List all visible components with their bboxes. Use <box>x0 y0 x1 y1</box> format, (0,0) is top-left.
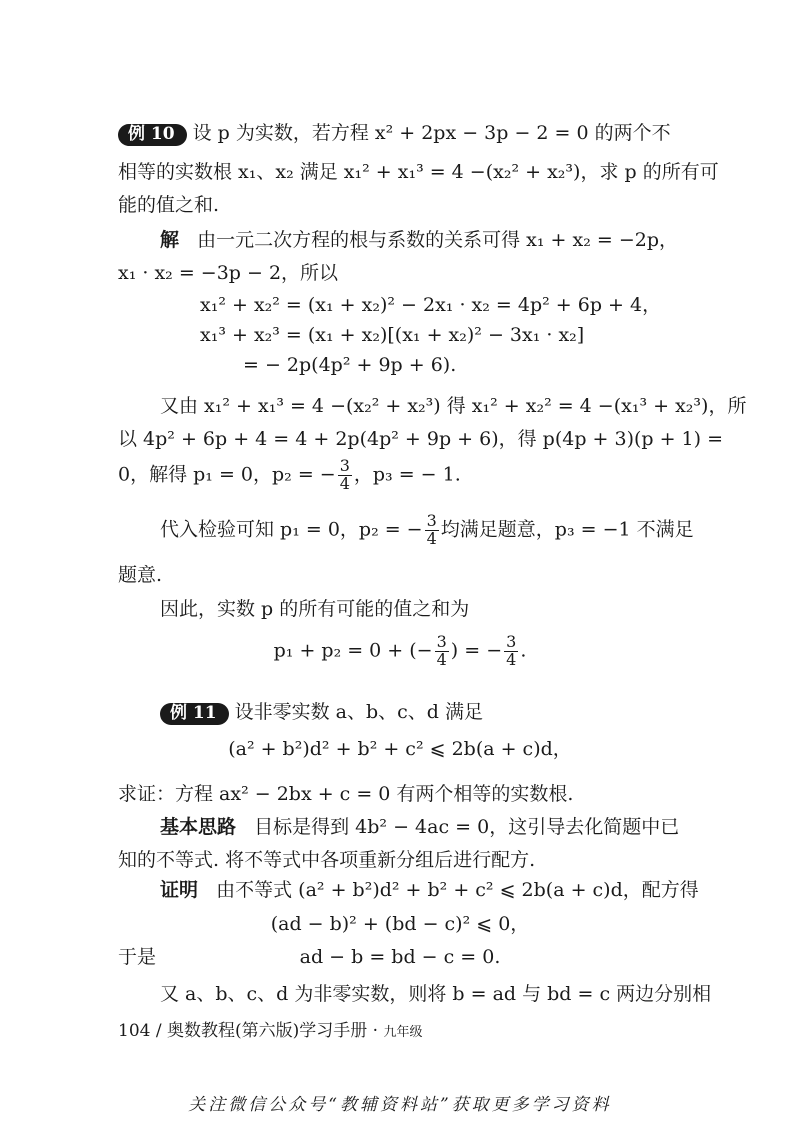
example-11-text-1: 设非零实数 a、b、c、d 满足 <box>234 701 483 723</box>
prove-statement: 求证：方程 ax² − 2bx + c = 0 有两个相等的实数根. <box>118 783 574 805</box>
proof-equation: (ad − b)² + (bd − c)² ⩽ 0， <box>270 913 530 935</box>
promo-banner: 关注微信公众号“教辅资料站”获取更多学习资料 <box>188 1095 612 1115</box>
example-10-badge: 例 10 <box>118 124 187 146</box>
example-11-line-1 <box>160 703 483 725</box>
equation-3: = − 2p(4p² + 9p + 6). <box>243 354 457 376</box>
idea-text-1: 目标是得到 4b² − 4ac = 0，这引导去化简题中已 <box>254 816 680 838</box>
solution-heading: 解 <box>160 229 180 251</box>
solution-line-2: x₁ · x₂ = −3p − 2，所以 <box>118 262 339 284</box>
solution-line-1 <box>160 231 678 250</box>
paragraph-line-1: 又由 x₁² + x₁³ = 4 −(x₂² + x₂³) 得 x₁² + x₂² = 4 −(x₁³ + x₂³)，所 <box>160 395 747 417</box>
fraction <box>504 634 518 669</box>
example-10-line-3: 能的值之和. <box>118 194 220 216</box>
grade-label: 九年级 <box>383 1025 423 1040</box>
example-10-line-2: 相等的实数根 x₁、x₂ 满足 x₁² + x₁³ = 4 −(x₂² + x₂³)，求 p 的所有可 <box>118 161 719 183</box>
fraction-denominator: 4 <box>506 649 517 669</box>
footer-separator: / <box>155 1021 162 1041</box>
roots-text-b: ，p₃ = − 1. <box>353 463 461 486</box>
sum-text-b: ) = − <box>450 639 503 662</box>
proof-heading: 证明 <box>160 879 199 901</box>
page-number: 104 <box>118 1021 151 1041</box>
inequality: (a² + b²)d² + b² + c² ⩽ 2b(a + c)d， <box>228 738 572 760</box>
so-label: 于是 <box>118 946 157 968</box>
proof-text-1: 由不等式 (a² + b²)d² + b² + c² ⩽ 2b(a + c)d，配方得 <box>216 879 699 901</box>
fraction <box>425 513 439 548</box>
solution-text-1: 由一元二次方程的根与系数的关系可得 x₁ + x₂ = −2p， <box>197 229 679 251</box>
fraction <box>338 458 352 493</box>
idea-line-1 <box>160 818 679 837</box>
check-text-a: 代入检验可知 p₁ = 0，p₂ = − <box>160 518 423 541</box>
equation-2: x₁³ + x₂³ = (x₁ + x₂)[(x₁ + x₂)² − 3x₁ · x₂] <box>200 324 585 346</box>
example-11-badge: 例 11 <box>160 703 229 725</box>
fraction-numerator: 3 <box>506 632 517 651</box>
last-line: 又 a、b、c、d 为非零实数，则将 b = ad 与 bd = c 两边分别相 <box>160 983 712 1005</box>
sum-text-c: . <box>520 639 527 662</box>
fraction-numerator: 3 <box>426 511 437 530</box>
sum-equation <box>0 634 800 669</box>
idea-line-2: 知的不等式. 将不等式中各项重新分组后进行配方. <box>118 849 536 871</box>
roots-text-a: 0，解得 p₁ = 0，p₂ = − <box>118 463 336 486</box>
idea-heading: 基本思路 <box>160 816 237 838</box>
check-line-1 <box>160 513 694 548</box>
equation-1: x₁² + x₂² = (x₁ + x₂)² − 2x₁ · x₂ = 4p² + 6p + 4， <box>200 294 662 316</box>
check-text-b: 均满足题意，p₃ = −1 不满足 <box>440 518 694 541</box>
fraction-denominator: 4 <box>426 528 437 548</box>
check-line-2: 题意. <box>118 564 163 586</box>
fraction-denominator: 4 <box>436 649 447 669</box>
fraction-numerator: 3 <box>436 632 447 651</box>
page-footer <box>118 1023 423 1040</box>
sum-text-a: p₁ + p₂ = 0 + (− <box>273 639 433 662</box>
example-10-text-1: 设 p 为实数，若方程 x² + 2px − 3p − 2 = 0 的两个不 <box>192 122 671 144</box>
proof-line-1 <box>160 881 699 900</box>
paragraph-line-2: 以 4p² + 6p + 4 = 4 + 2p(4p² + 9p + 6)，得 p(4p + 3)(p + 1) = <box>118 428 724 450</box>
paragraph-line-3 <box>118 458 461 493</box>
fraction <box>435 634 449 669</box>
conclusion-line: 因此，实数 p 的所有可能的值之和为 <box>160 598 470 620</box>
example-10-line-1 <box>118 124 671 146</box>
so-equation: ad − b = bd − c = 0. <box>299 946 501 968</box>
fraction-denominator: 4 <box>339 473 350 493</box>
book-title: 奥数教程(第六版)学习手册 · <box>167 1021 379 1041</box>
fraction-numerator: 3 <box>339 456 350 475</box>
